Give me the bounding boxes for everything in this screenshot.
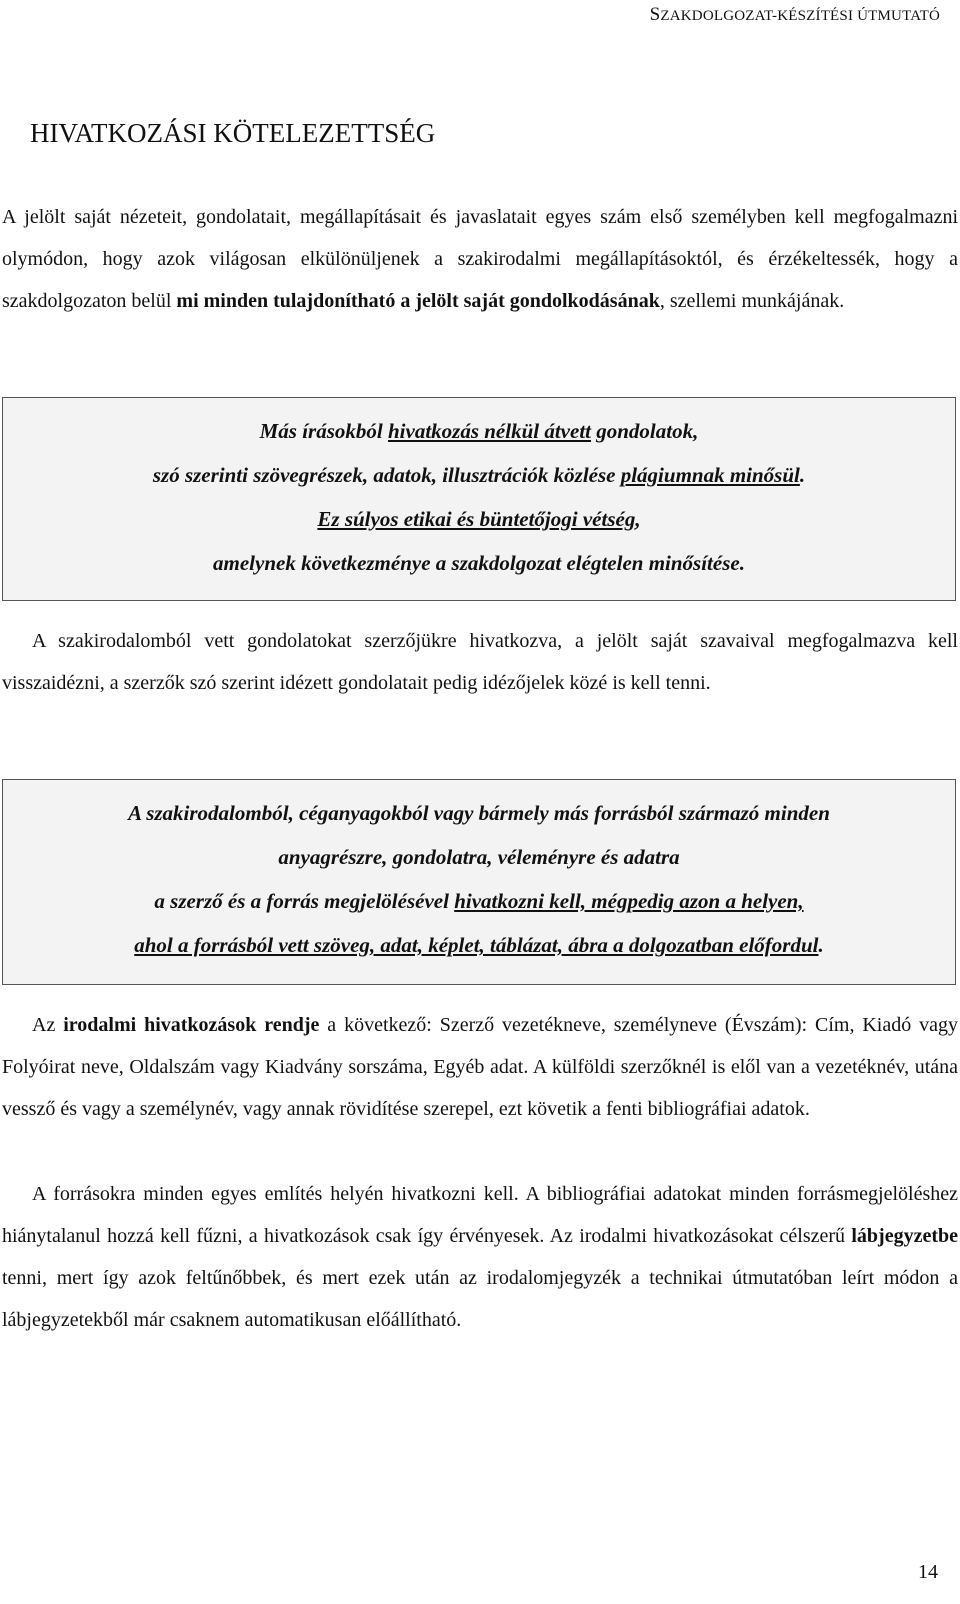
refs-text-2: a következő: Szerző vezetékneve, személyneve (Évszám): Cím, Kiadó vagy Folyóirat neve, Oldalszám vagy Kiadvány sorszáma, Egyéb adat. A külföldi szerzőknél is elől van a vezetéknév, utána vessző és vagy a személynév, vagy annak rövidítése szerepel, ezt követik a fenti bibliográfiai adatok. <box>2 1014 958 1120</box>
box2-line4-underlined: ahol a forrásból vett szöveg, adat, képlet, táblázat, ábra a dolgozatban előfordul <box>134 933 819 957</box>
box1-line2-text: szó szerinti szövegrészek, adatok, illusztrációk közlése <box>152 463 621 487</box>
running-header <box>650 4 940 26</box>
box2-line3-text: a szerző és a forrás megjelölésével <box>154 889 455 913</box>
refs-text-1: Az <box>32 1014 64 1036</box>
refs-bold: irodalmi hivatkozások rendje <box>63 1014 320 1036</box>
paragraph-intro <box>2 196 958 322</box>
box1-line-1 <box>3 409 955 453</box>
box2-line-4 <box>3 923 955 967</box>
paragraph-footnotes <box>2 1173 958 1341</box>
paragraph-quoting: A szakirodalomból vett gondolatokat szerzőjükre hivatkozva, a jelölt saját szavaival megfogalmazva kell visszaidézni, a szerzők szó szerint idézett gondolatait pedig idézőjelek közé is kell tenni. <box>2 630 958 694</box>
box2-line4-end: . <box>818 933 824 957</box>
box1-line2-underlined: plágiumnak minősül <box>620 463 800 487</box>
box1-line1-underlined: hivatkozás nélkül átvett <box>387 419 591 443</box>
paragraph-reference-order <box>2 1004 958 1130</box>
box1-line-2 <box>3 453 955 497</box>
header-initial: S <box>649 4 661 25</box>
box1-line-4: amelynek következménye a szakdolgozat elégtelen minősítése. <box>213 551 745 575</box>
footnotes-text-1: A forrásokra minden egyes említés helyén hivatkozni kell. A bibliográfiai adatokat minden forrásmegjelöléshez hiánytalanul hozzá kell fűzni, a hivatkozások csak így érvényesek. Az irodalmi hivatkozásokat célszerű <box>2 1183 958 1247</box>
box1-line1-end: gondolatok, <box>591 419 699 443</box>
footnotes-text-2: tenni, mert így azok feltűnőbbek, és mert ezek után az irodalomjegyzék a technikai útmutatóban leírt módon a lábjegyzetekből már csaknem automatikusan előállítható. <box>2 1267 958 1331</box>
box1-line3-end: , <box>635 507 641 531</box>
plagiarism-warning-box <box>2 397 956 601</box>
box1-line3-underlined: Ez súlyos etikai és büntetőjogi vétség <box>317 507 636 531</box>
intro-bold: mi minden tulajdonítható a jelölt saját gondolkodásának <box>176 290 660 312</box>
box1-line1-text: Más írásokból <box>259 419 388 443</box>
intro-text-1: A jelölt saját nézeteit, gondolatait, megállapításait és javaslatait egyes szám első személyben kell megfogalmazni olymódon, hogy azok világosan elkülönüljenek a szakirodalmi megállapításoktól, és érzékeltessék, hogy a szakdolgozaton belül <box>2 206 958 312</box>
citation-requirement-box <box>2 779 956 985</box>
footnotes-bold: lábjegyzetbe <box>851 1225 958 1247</box>
box2-line-2: anyagrészre, gondolatra, véleményre és adatra <box>278 845 680 869</box>
page-number: 14 <box>918 1561 938 1583</box>
header-text: ZAKDOLGOZAT-KÉSZÍTÉSI ÚTMUTATÓ <box>660 8 940 24</box>
section-title: HIVATKOZÁSI KÖTELEZETTSÉG <box>30 118 436 148</box>
intro-text-2: , szellemi munkájának. <box>659 290 845 312</box>
box2-line-1: A szakirodalomból, céganyagokból vagy bármely más forrásból származó minden <box>128 801 830 825</box>
box2-line3-underlined: hivatkozni kell, mégpedig azon a helyen, <box>454 889 804 913</box>
box1-line2-end: . <box>799 463 806 487</box>
box2-line-3 <box>3 879 955 923</box>
box1-line-3 <box>3 497 955 541</box>
